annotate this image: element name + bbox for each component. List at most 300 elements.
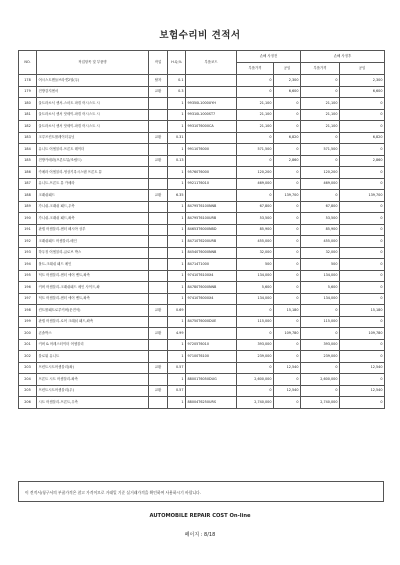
header-no: NO. bbox=[19, 51, 37, 75]
row-hq: 1 bbox=[168, 316, 186, 328]
row-item: 크래쉬패드 bbox=[37, 190, 149, 202]
row-work bbox=[149, 270, 168, 282]
row-before-labor: 0 bbox=[274, 374, 301, 386]
header-after: 손해 사정후 bbox=[301, 51, 385, 63]
page-title: 보험수리비 견적서 bbox=[159, 30, 241, 41]
row-work bbox=[149, 236, 168, 248]
row-before-labor: 2,860 bbox=[274, 155, 301, 167]
row-item: 가니쉬-크래쉬 패드,좌측 bbox=[37, 213, 149, 225]
row-work: 교환 bbox=[149, 385, 168, 397]
row-work: 교환 bbox=[149, 362, 168, 374]
row-code bbox=[186, 155, 237, 167]
row-no: 179 bbox=[19, 86, 37, 98]
row-after-part-price: 115,000 bbox=[301, 316, 340, 328]
row-before-labor: 0 bbox=[274, 224, 301, 236]
row-hq: 1 bbox=[168, 236, 186, 248]
price-notice: 이 견적서/청구서의 부품가격은 참고 가격이므로 거래일 기준 실거래가격을 확인하여 사용하시기 바랍니다. bbox=[18, 481, 384, 502]
table-row bbox=[19, 328, 385, 340]
table-row bbox=[19, 236, 385, 248]
row-item: 덕트 어셈블리-센터 에어 벤트,좌측 bbox=[37, 293, 149, 305]
row-work bbox=[149, 282, 168, 294]
row-after-part-price: 21,100 bbox=[301, 121, 340, 133]
row-after-labor: 0 bbox=[340, 397, 385, 409]
row-after-labor: 0 bbox=[340, 316, 385, 328]
row-before-part-price: 0 bbox=[237, 385, 274, 397]
header-item: 작업항목 및 부품명 bbox=[37, 51, 149, 75]
row-work: 교환 bbox=[149, 328, 168, 340]
row-before-labor: 15,180 bbox=[274, 305, 301, 317]
table-row bbox=[19, 293, 385, 305]
table-row bbox=[19, 167, 385, 179]
row-before-labor: 0 bbox=[274, 351, 301, 363]
row-item: 콘솔박스 bbox=[37, 328, 149, 340]
row-no: 184 bbox=[19, 144, 37, 156]
row-item: 프런트시트어셈블리(좌) bbox=[37, 362, 149, 374]
row-before-part-price: 455,000 bbox=[237, 236, 274, 248]
row-before-labor: 0 bbox=[274, 109, 301, 121]
header-before: 손해 사정전 bbox=[237, 51, 301, 63]
row-no: 200 bbox=[19, 328, 37, 340]
row-hq: 0.3 bbox=[168, 86, 186, 98]
row-before-labor: 6,820 bbox=[274, 132, 301, 144]
row-after-part-price: 32,000 bbox=[301, 247, 340, 259]
row-item: 전방감지센서 bbox=[37, 86, 149, 98]
row-hq: 1 bbox=[168, 98, 186, 110]
row-no: 189 bbox=[19, 201, 37, 213]
row-before-part-price: 0 bbox=[237, 305, 274, 317]
table-row bbox=[19, 362, 385, 374]
row-after-part-price: 0 bbox=[301, 190, 340, 202]
row-work: 교환 bbox=[149, 132, 168, 144]
row-no: 205 bbox=[19, 385, 37, 397]
row-code bbox=[186, 385, 237, 397]
row-before-part-price: 239,000 bbox=[237, 351, 274, 363]
table-row bbox=[19, 339, 385, 351]
row-no: 199 bbox=[19, 316, 37, 328]
row-before-part-price: 120,200 bbox=[237, 167, 274, 179]
row-before-labor: 0 bbox=[274, 282, 301, 294]
table-row bbox=[19, 201, 385, 213]
row-hq: 1 bbox=[168, 282, 186, 294]
row-before-labor: 0 bbox=[274, 397, 301, 409]
row-after-labor: 0 bbox=[340, 224, 385, 236]
row-work bbox=[149, 144, 168, 156]
row-no: 183 bbox=[19, 132, 37, 144]
table-row bbox=[19, 270, 385, 282]
row-hq: 1 bbox=[168, 293, 186, 305]
row-item: 크래쉬패드 어셈블리-메인 bbox=[37, 236, 149, 248]
table-row bbox=[19, 144, 385, 156]
row-item: 유니트 어셈블리-프론트 레이더 bbox=[37, 144, 149, 156]
table-row bbox=[19, 397, 385, 409]
row-no: 181 bbox=[19, 109, 37, 121]
row-item: 판넬 어셈블리-센터 페시아 상부 bbox=[37, 224, 149, 236]
row-after-labor: 109,780 bbox=[340, 328, 385, 340]
row-code bbox=[186, 132, 237, 144]
row-before-part-price: 0 bbox=[237, 362, 274, 374]
row-before-labor: 109,780 bbox=[274, 328, 301, 340]
row-hq: 4.99 bbox=[168, 328, 186, 340]
row-item: 프런트시트어셈블리(우) bbox=[37, 385, 149, 397]
row-after-part-price: 2,740,000 bbox=[301, 397, 340, 409]
row-code: 88004T6250URS bbox=[186, 397, 237, 409]
row-before-part-price: 0 bbox=[237, 190, 274, 202]
row-before-labor: 0 bbox=[274, 339, 301, 351]
row-after-labor: 2,860 bbox=[340, 155, 385, 167]
row-before-labor: 0 bbox=[274, 98, 301, 110]
header-after-labor: 공임 bbox=[340, 63, 385, 75]
header-before-part: 부품가격 bbox=[237, 63, 274, 75]
row-no: 187 bbox=[19, 178, 37, 190]
row-after-labor: 0 bbox=[340, 213, 385, 225]
table-row bbox=[19, 282, 385, 294]
row-hq: 1 bbox=[168, 167, 186, 179]
row-before-labor: 0 bbox=[274, 144, 301, 156]
row-after-labor: 0 bbox=[340, 247, 385, 259]
footer-brand: AUTOMOBILE REPAIR COST On-line bbox=[149, 513, 251, 519]
row-after-labor: 0 bbox=[340, 293, 385, 305]
header-after-part: 부품가격 bbox=[301, 63, 340, 75]
row-before-part-price: 85,900 bbox=[237, 224, 274, 236]
row-after-part-price: 67,800 bbox=[301, 201, 340, 213]
row-code: 95760T6000 bbox=[186, 167, 237, 179]
row-work bbox=[149, 201, 168, 213]
row-after-labor: 2,300 bbox=[340, 75, 385, 87]
row-after-part-price: 53,500 bbox=[301, 213, 340, 225]
row-after-labor: 0 bbox=[340, 236, 385, 248]
row-before-part-price: 67,800 bbox=[237, 201, 274, 213]
row-item: 유니트-프론트 뷰 카메라 bbox=[37, 178, 149, 190]
row-after-part-price: 0 bbox=[301, 75, 340, 87]
row-after-part-price: 0 bbox=[301, 86, 340, 98]
row-after-part-price: 0 bbox=[301, 132, 340, 144]
row-after-part-price: 469,000 bbox=[301, 178, 340, 190]
row-no: 201 bbox=[19, 339, 37, 351]
row-after-part-price: 239,000 bbox=[301, 351, 340, 363]
row-after-labor: 0 bbox=[340, 374, 385, 386]
row-code: 97410T6100X4 bbox=[186, 270, 237, 282]
row-no: 186 bbox=[19, 167, 37, 179]
table-header bbox=[19, 51, 385, 75]
row-item: 판넬 어셈블리-로어 크래쉬 패드,좌측 bbox=[37, 316, 149, 328]
row-item: 볼트-크래쉬 패드 메인 bbox=[37, 259, 149, 271]
table-row bbox=[19, 213, 385, 225]
row-hq: 1 bbox=[168, 201, 186, 213]
row-before-labor: 0 bbox=[274, 121, 301, 133]
row-item: 컨트롤패트로루커버(운전석) bbox=[37, 305, 149, 317]
row-after-labor: 0 bbox=[340, 167, 385, 179]
row-after-part-price: 0 bbox=[301, 305, 340, 317]
row-code: 97205T6010 bbox=[186, 339, 237, 351]
row-before-part-price: 2,740,000 bbox=[237, 397, 274, 409]
row-after-part-price: 0 bbox=[301, 362, 340, 374]
row-no: 198 bbox=[19, 305, 37, 317]
header-code: 부품코드 bbox=[186, 51, 237, 75]
row-after-part-price: 0 bbox=[301, 155, 340, 167]
row-work: 교환 bbox=[149, 155, 168, 167]
row-after-labor: 0 bbox=[340, 282, 385, 294]
header-hq: H.Q,% bbox=[168, 51, 186, 75]
row-no: 178 bbox=[19, 75, 37, 87]
row-item: 울트라소닉 센서-스마트 파킹 어시스트 시 bbox=[37, 98, 149, 110]
table-row bbox=[19, 316, 385, 328]
row-hq: 0.57 bbox=[168, 362, 186, 374]
row-before-labor: 0 bbox=[274, 270, 301, 282]
row-no: 188 bbox=[19, 190, 37, 202]
row-item: 크루즈컨트롤레이더유닛 bbox=[37, 132, 149, 144]
table-row bbox=[19, 98, 385, 110]
row-work bbox=[149, 213, 168, 225]
row-code: 84714T1000 bbox=[186, 259, 237, 271]
header-before-labor: 공임 bbox=[274, 63, 301, 75]
row-after-part-price: 134,000 bbox=[301, 293, 340, 305]
table-row bbox=[19, 190, 385, 202]
row-hq: 1 bbox=[168, 109, 186, 121]
row-code: 84750T6000DUE bbox=[186, 316, 237, 328]
row-item: 어시스트핸들브라켓2열(우) bbox=[37, 75, 149, 87]
row-work: 탈착 bbox=[149, 75, 168, 87]
row-before-part-price: 21,100 bbox=[237, 98, 274, 110]
row-hq: 1 bbox=[168, 178, 186, 190]
row-before-labor: 0 bbox=[274, 247, 301, 259]
row-hq: 1 bbox=[168, 351, 186, 363]
row-no: 204 bbox=[19, 374, 37, 386]
row-no: 194 bbox=[19, 259, 37, 271]
row-after-labor: 0 bbox=[340, 144, 385, 156]
table-row bbox=[19, 351, 385, 363]
table-row bbox=[19, 75, 385, 87]
row-before-part-price: 134,000 bbox=[237, 270, 274, 282]
row-after-labor: 0 bbox=[340, 270, 385, 282]
row-hq: 0.31 bbox=[168, 132, 186, 144]
table-row bbox=[19, 374, 385, 386]
row-work: 교환 bbox=[149, 190, 168, 202]
row-before-part-price: 0 bbox=[237, 75, 274, 87]
row-after-part-price: 134,000 bbox=[301, 270, 340, 282]
row-after-part-price: 21,100 bbox=[301, 98, 340, 110]
row-before-part-price: 134,000 bbox=[237, 293, 274, 305]
row-after-part-price: 21,100 bbox=[301, 109, 340, 121]
table-row bbox=[19, 178, 385, 190]
row-no: 197 bbox=[19, 293, 37, 305]
row-hq: 1 bbox=[168, 339, 186, 351]
row-item: 커버 어셈블리-크래쉬패드 메인 사이드,좌 bbox=[37, 282, 149, 294]
row-work bbox=[149, 121, 168, 133]
row-after-part-price: 0 bbox=[301, 385, 340, 397]
row-after-part-price: 2,600,000 bbox=[301, 374, 340, 386]
row-item: 하우징 어셈블리-글로브 박스 bbox=[37, 247, 149, 259]
row-no: 191 bbox=[19, 224, 37, 236]
row-work bbox=[149, 167, 168, 179]
row-item: 카메라 어셈블리-영상기록시스템 프론트 뷰 bbox=[37, 167, 149, 179]
row-hq: 0.13 bbox=[168, 155, 186, 167]
row-work bbox=[149, 397, 168, 409]
table-row bbox=[19, 305, 385, 317]
row-code: 88001T6050DUG bbox=[186, 374, 237, 386]
row-code bbox=[186, 305, 237, 317]
row-no: 202 bbox=[19, 351, 37, 363]
row-after-labor: 12,540 bbox=[340, 362, 385, 374]
row-work bbox=[149, 293, 168, 305]
row-before-part-price: 0 bbox=[237, 155, 274, 167]
row-hq: 1 bbox=[168, 213, 186, 225]
row-before-labor: 0 bbox=[274, 201, 301, 213]
row-item: 덕트 어셈블리-센터 에어 벤트,좌측 bbox=[37, 270, 149, 282]
row-hq: 1 bbox=[168, 270, 186, 282]
row-hq: 0.1 bbox=[168, 75, 186, 87]
row-before-part-price: 0 bbox=[237, 86, 274, 98]
row-no: 180 bbox=[19, 98, 37, 110]
row-item: 울트라소닉 센서 앗세이-파킹 어시스트 시 bbox=[37, 121, 149, 133]
row-code: 84540T6000NNB bbox=[186, 247, 237, 259]
row-after-part-price: 5,600 bbox=[301, 282, 340, 294]
row-item: 가니쉬-크래쉬 패드,우측 bbox=[37, 201, 149, 213]
row-after-part-price: 393,000 bbox=[301, 339, 340, 351]
row-hq: 1 bbox=[168, 121, 186, 133]
row-before-part-price: 500 bbox=[237, 259, 274, 271]
row-after-labor: 139,700 bbox=[340, 190, 385, 202]
row-work bbox=[149, 98, 168, 110]
page-number: 페이지 : 8/18 bbox=[184, 532, 216, 538]
row-item: 커버 & 어레스터이터 어셈블리 bbox=[37, 339, 149, 351]
row-code: 84653T6000NBD bbox=[186, 224, 237, 236]
row-code: 99310T6000CA bbox=[186, 121, 237, 133]
row-code: 84795T6100NNB bbox=[186, 201, 237, 213]
row-after-labor: 0 bbox=[340, 98, 385, 110]
row-no: 195 bbox=[19, 270, 37, 282]
row-hq: 1 bbox=[168, 247, 186, 259]
row-code: 99350L1000UYH bbox=[186, 98, 237, 110]
row-before-labor: 0 bbox=[274, 213, 301, 225]
row-before-part-price: 21,100 bbox=[237, 121, 274, 133]
row-before-labor: 2,300 bbox=[274, 75, 301, 87]
row-no: 182 bbox=[19, 121, 37, 133]
row-after-part-price: 455,000 bbox=[301, 236, 340, 248]
row-work bbox=[149, 316, 168, 328]
row-work: 교환 bbox=[149, 86, 168, 98]
table-row bbox=[19, 224, 385, 236]
row-before-labor: 12,540 bbox=[274, 385, 301, 397]
row-after-part-price: 571,500 bbox=[301, 144, 340, 156]
row-code bbox=[186, 86, 237, 98]
row-work bbox=[149, 178, 168, 190]
table-row bbox=[19, 121, 385, 133]
table-row bbox=[19, 132, 385, 144]
estimate-table bbox=[18, 50, 385, 409]
row-before-part-price: 2,600,000 bbox=[237, 374, 274, 386]
row-hq: 0.57 bbox=[168, 385, 186, 397]
row-work bbox=[149, 109, 168, 121]
row-work: 교환 bbox=[149, 305, 168, 317]
row-hq: 1 bbox=[168, 374, 186, 386]
row-item: 시트 어셈블리-프론트,우측 bbox=[37, 397, 149, 409]
row-hq: 1 bbox=[168, 259, 186, 271]
row-before-part-price: 32,000 bbox=[237, 247, 274, 259]
row-code bbox=[186, 75, 237, 87]
row-no: 196 bbox=[19, 282, 37, 294]
row-hq: 1 bbox=[168, 224, 186, 236]
row-code: 84710T6200URB bbox=[186, 236, 237, 248]
row-hq: 1 bbox=[168, 397, 186, 409]
row-work bbox=[149, 247, 168, 259]
row-work bbox=[149, 224, 168, 236]
row-after-labor: 0 bbox=[340, 121, 385, 133]
row-code: 99310L1000ST7 bbox=[186, 109, 237, 121]
row-item: 전방카메라(프론트뷰/조립드) bbox=[37, 155, 149, 167]
row-hq: 0.69 bbox=[168, 305, 186, 317]
row-before-labor: 0 bbox=[274, 293, 301, 305]
row-before-part-price: 5,600 bbox=[237, 282, 274, 294]
row-after-labor: 0 bbox=[340, 351, 385, 363]
row-before-part-price: 0 bbox=[237, 132, 274, 144]
row-after-labor: 12,540 bbox=[340, 385, 385, 397]
row-code: 84795T6100URB bbox=[186, 213, 237, 225]
row-code: 97100T6100 bbox=[186, 351, 237, 363]
row-code bbox=[186, 362, 237, 374]
row-code: 99211T6010 bbox=[186, 178, 237, 190]
row-item: 울트라소닉 센서 앗세이-파킹 어시스트 시 bbox=[37, 109, 149, 121]
row-after-labor: 6,820 bbox=[340, 132, 385, 144]
row-after-labor: 6,600 bbox=[340, 86, 385, 98]
table-body bbox=[19, 75, 385, 409]
row-no: 206 bbox=[19, 397, 37, 409]
row-before-part-price: 0 bbox=[237, 328, 274, 340]
row-after-part-price: 85,900 bbox=[301, 224, 340, 236]
row-hq: 6.35 bbox=[168, 190, 186, 202]
row-before-labor: 6,600 bbox=[274, 86, 301, 98]
row-work bbox=[149, 259, 168, 271]
table-row bbox=[19, 86, 385, 98]
row-work bbox=[149, 351, 168, 363]
row-no: 192 bbox=[19, 236, 37, 248]
table-row bbox=[19, 155, 385, 167]
row-code bbox=[186, 190, 237, 202]
row-work bbox=[149, 374, 168, 386]
row-hq: 1 bbox=[168, 144, 186, 156]
row-before-labor: 0 bbox=[274, 236, 301, 248]
row-before-labor: 12,540 bbox=[274, 362, 301, 374]
row-after-labor: 15,180 bbox=[340, 305, 385, 317]
header-work: 작업 bbox=[149, 51, 168, 75]
row-before-part-price: 393,000 bbox=[237, 339, 274, 351]
table-row bbox=[19, 385, 385, 397]
row-after-labor: 0 bbox=[340, 339, 385, 351]
row-before-labor: 0 bbox=[274, 259, 301, 271]
row-code: 99110T6000 bbox=[186, 144, 237, 156]
row-before-part-price: 469,000 bbox=[237, 178, 274, 190]
row-before-labor: 0 bbox=[274, 167, 301, 179]
row-code bbox=[186, 328, 237, 340]
row-before-labor: 139,700 bbox=[274, 190, 301, 202]
row-after-part-price: 0 bbox=[301, 328, 340, 340]
row-after-labor: 0 bbox=[340, 259, 385, 271]
row-after-labor: 0 bbox=[340, 109, 385, 121]
row-code: 84780T6000NNB bbox=[186, 282, 237, 294]
row-before-part-price: 571,500 bbox=[237, 144, 274, 156]
row-before-part-price: 53,500 bbox=[237, 213, 274, 225]
row-item: 블로워 유니트 bbox=[37, 351, 149, 363]
row-no: 185 bbox=[19, 155, 37, 167]
row-no: 203 bbox=[19, 362, 37, 374]
row-work bbox=[149, 339, 168, 351]
row-after-part-price: 120,200 bbox=[301, 167, 340, 179]
row-no: 193 bbox=[19, 247, 37, 259]
row-item: 프론트 시트 어셈블리-좌측 bbox=[37, 374, 149, 386]
row-code: 97410T6000X4 bbox=[186, 293, 237, 305]
row-after-part-price: 500 bbox=[301, 259, 340, 271]
row-before-labor: 0 bbox=[274, 178, 301, 190]
row-before-labor: 0 bbox=[274, 316, 301, 328]
